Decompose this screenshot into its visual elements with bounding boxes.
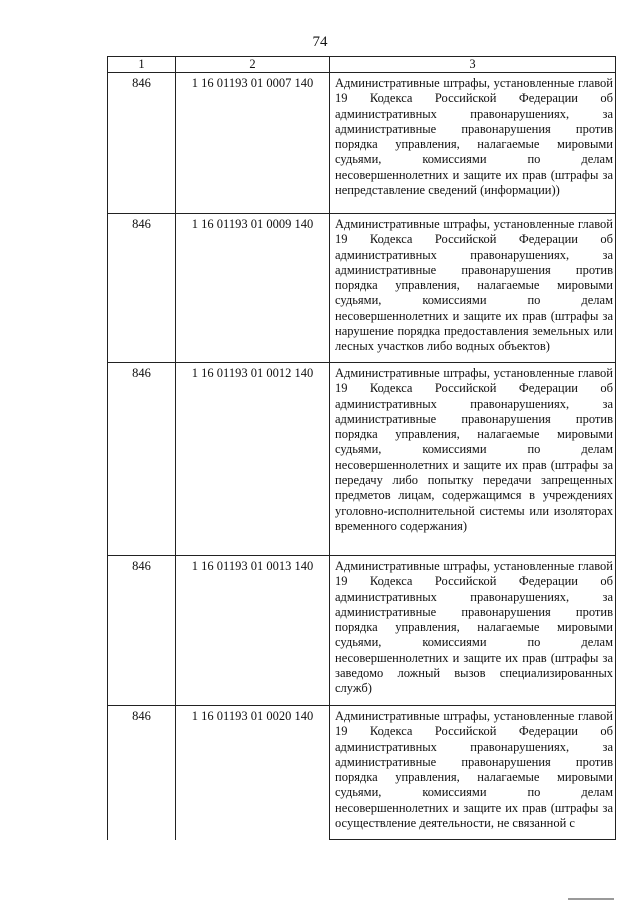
description-cell — [330, 214, 616, 363]
header-col-1: 1 — [108, 57, 176, 73]
description-text: Административные штрафы, установленные главой 19 Кодекса Российской Федерации об административных правонарушениях, за административные правонарушения против порядка управления, налагаемые мировыми судьями, комиссиями по делам несовершеннолетних и защите их прав (штрафы за осуществление деятельности, не связанной с — [335, 709, 613, 831]
admin-code-cell: 846 — [108, 214, 176, 363]
table-row — [108, 556, 616, 706]
table-header-row — [108, 57, 616, 73]
budget-code-cell: 1 16 01193 01 0007 140 — [176, 73, 330, 214]
description-text: Административные штрафы, установленные главой 19 Кодекса Российской Федерации об административных правонарушениях, за административные правонарушения против порядка управления, налагаемые мировыми судьями, комиссиями по делам несовершеннолетних и защите их прав (штрафы за непредставление сведений (информации)) — [335, 76, 613, 198]
admin-code-cell: 846 — [108, 706, 176, 840]
description-cell — [330, 363, 616, 556]
admin-code-cell: 846 — [108, 73, 176, 214]
header-col-3: 3 — [330, 57, 616, 73]
description-text: Административные штрафы, установленные главой 19 Кодекса Российской Федерации об административных правонарушениях, за административные правонарушения против порядка управления, налагаемые мировыми судьями, комиссиями по делам несовершеннолетних и защите их прав (штрафы за нарушение порядка предоставления земельных или лесных участков либо водных объектов) — [335, 217, 613, 354]
description-cell — [330, 706, 616, 840]
table-row — [108, 214, 616, 363]
table-row — [108, 363, 616, 556]
description-text: Административные штрафы, установленные главой 19 Кодекса Российской Федерации об административных правонарушениях, за административные правонарушения против порядка управления, налагаемые мировыми судьями, комиссиями по делам несовершеннолетних и защите их прав (штрафы за передачу либо попытку передачи запрещенных предметов лицам, содержащимся в учреждениях уголовно-исполнительной системы или изоляторах временного содержания) — [335, 366, 613, 533]
budget-code-cell: 1 16 01193 01 0013 140 — [176, 556, 330, 706]
description-cell — [330, 73, 616, 214]
admin-code-cell: 846 — [108, 363, 176, 556]
header-col-2: 2 — [176, 57, 330, 73]
budget-code-cell: 1 16 01193 01 0009 140 — [176, 214, 330, 363]
description-text: Административные штрафы, установленные главой 19 Кодекса Российской Федерации об административных правонарушениях, за административные правонарушения против порядка управления, налагаемые мировыми судьями, комиссиями по делам несовершеннолетних и защите их прав (штрафы за заведомо ложный вызов специализированных служб) — [335, 559, 613, 696]
description-cell — [330, 556, 616, 706]
table-row — [108, 706, 616, 840]
table-row — [108, 73, 616, 214]
budget-code-cell: 1 16 01193 01 0020 140 — [176, 706, 330, 840]
budget-codes-table — [107, 56, 616, 840]
scan-artifact-line — [568, 898, 614, 900]
budget-code-cell: 1 16 01193 01 0012 140 — [176, 363, 330, 556]
admin-code-cell: 846 — [108, 556, 176, 706]
page-number: 74 — [312, 34, 328, 50]
